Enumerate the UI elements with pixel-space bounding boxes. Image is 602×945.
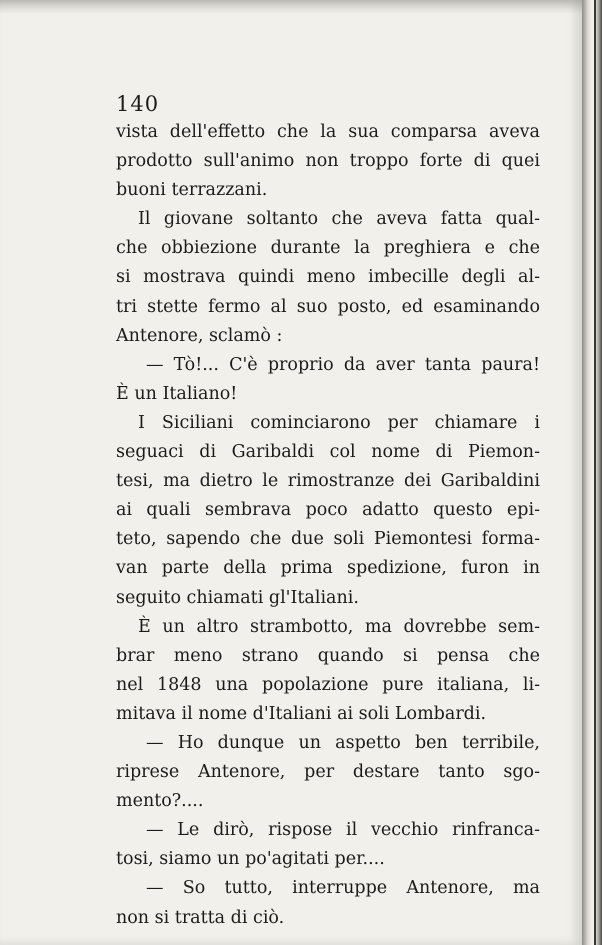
text-line: tosi, siamo un po'agitati per.... <box>116 849 385 870</box>
text-line: Il giovane soltanto che aveva fatta qual- <box>138 209 540 230</box>
book-binding-edge <box>582 0 602 945</box>
text-line: buoni terrazzani. <box>116 180 268 201</box>
text-line: van parte della prima spedizione, furon in <box>116 558 540 579</box>
text-line: teto, sapendo che due soli Piemontesi forma- <box>116 529 540 550</box>
text-line: nel 1848 una popolazione pure italiana, li- <box>116 674 540 695</box>
page-edge-line <box>594 0 596 945</box>
text-line: tesi, ma dietro le rimostranze dei Garibaldini <box>116 471 540 492</box>
text-line: non si tratta di ciò. <box>116 907 285 928</box>
text-line: riprese Antenore, per destare tanto sgo- <box>116 762 540 783</box>
page-number: 140 <box>116 92 160 116</box>
text-line: seguaci di Garibaldi col nome di Piemon- <box>116 442 540 463</box>
text-line: — So tutto, interruppe Antenore, ma <box>146 878 540 899</box>
text-line: mitava il nome d'Italiani ai soli Lombardi. <box>116 703 487 724</box>
text-line: seguito chiamati gl'Italiani. <box>116 587 359 608</box>
text-line: si mostrava quindi meno imbecille degli al- <box>116 267 540 288</box>
text-line: tri stette fermo al suo posto, ed esaminando <box>116 296 540 317</box>
text-line: prodotto sull'animo non troppo forte di quei <box>116 151 540 172</box>
text-line: mento?.... <box>116 791 204 812</box>
text-line: ai quali sembrava poco adatto questo epi- <box>116 500 540 521</box>
text-line: — Tò!... C'è proprio da aver tanta paura! <box>146 354 540 375</box>
text-line: — Le dirò, rispose il vecchio rinfranca- <box>146 820 540 841</box>
text-line: Antenore, sclamò : <box>116 325 283 346</box>
text-line: brar meno strano quando si pensa che <box>116 645 540 666</box>
text-line: che obbiezione durante la preghiera e che <box>116 238 540 259</box>
text-line: — Ho dunque un aspetto ben terribile, <box>146 732 540 753</box>
body-text <box>116 118 540 933</box>
text-line: vista dell'effetto che la sua comparsa aveva <box>116 122 540 142</box>
page-top-shadow <box>0 0 582 14</box>
text-line: È un Italiano! <box>116 383 238 404</box>
text-line: È un altro strambotto, ma dovrebbe sem- <box>138 616 540 637</box>
text-line: I Siciliani cominciarono per chiamare i <box>138 412 540 433</box>
